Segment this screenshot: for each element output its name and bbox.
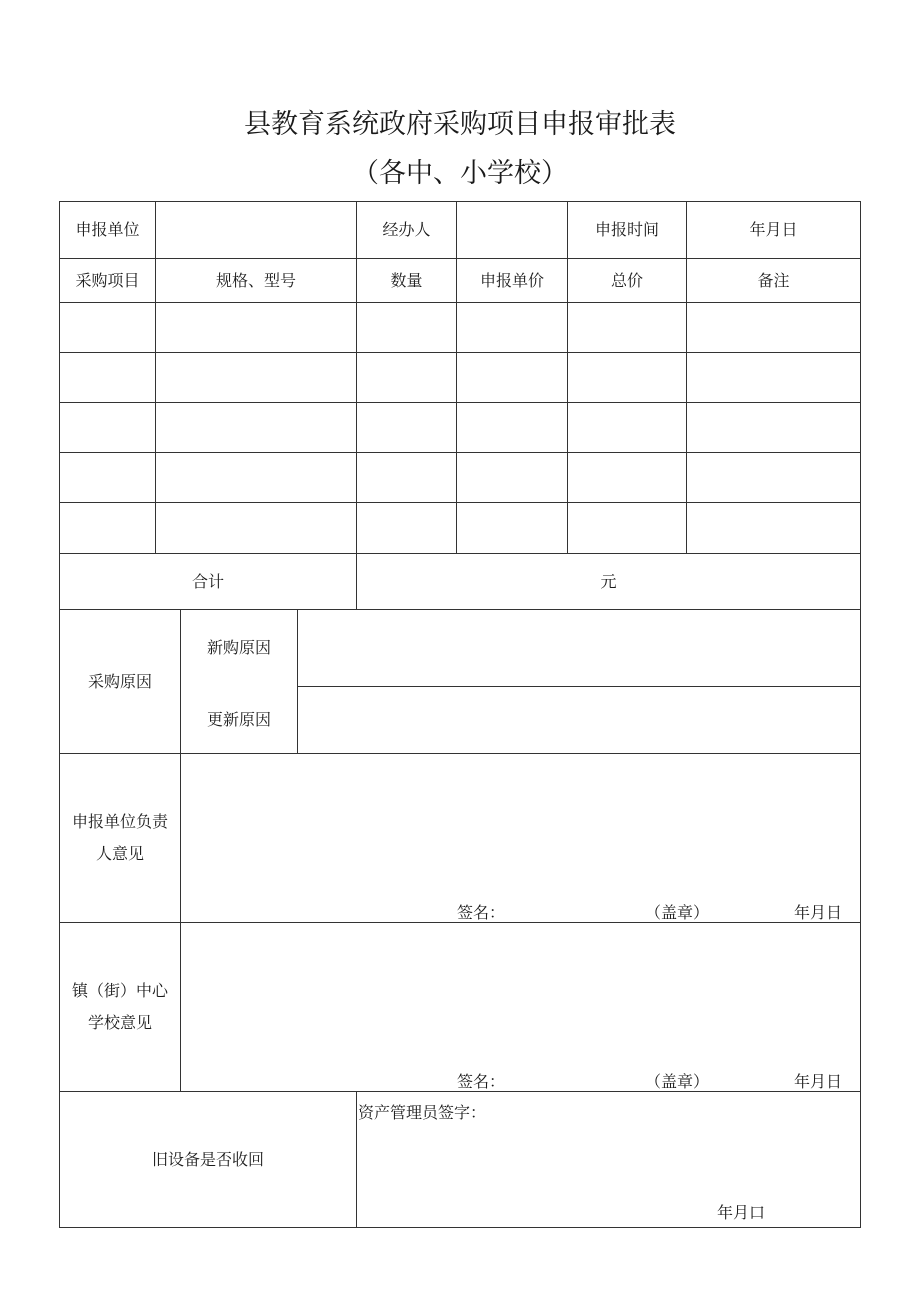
table-row-cell[interactable] xyxy=(60,503,155,553)
table-row-cell[interactable] xyxy=(357,453,456,502)
column-header-total-price: 总价 xyxy=(610,270,643,290)
table-row-cell[interactable] xyxy=(687,403,860,452)
table-row-cell[interactable] xyxy=(687,353,860,402)
old-equipment-label: 旧设备是否收回 xyxy=(151,1149,264,1169)
center-opinion-label-line2: 学校意见 xyxy=(87,1013,152,1032)
renew-reason-label: 更新原因 xyxy=(206,710,271,729)
table-row-cell[interactable] xyxy=(60,453,155,502)
table-row-cell[interactable] xyxy=(687,453,860,502)
table-row-cell[interactable] xyxy=(60,353,155,402)
admin-sign-label: 资产管理员签字： xyxy=(358,1103,487,1122)
unit-opinion-seal-label: （盖章） xyxy=(645,903,710,922)
renew-reason-input[interactable] xyxy=(298,687,860,753)
table-row-cell[interactable] xyxy=(156,303,356,352)
center-opinion-seal-label: （盖章） xyxy=(645,1072,710,1091)
unit-opinion-label xyxy=(60,754,180,922)
table-row-cell[interactable] xyxy=(156,403,356,452)
form-subtitle: （各中、小学校） xyxy=(352,158,568,189)
table-row-cell[interactable] xyxy=(60,403,155,452)
handler-input[interactable] xyxy=(457,202,567,258)
column-header-quantity: 数量 xyxy=(390,270,423,290)
table-row-cell[interactable] xyxy=(568,403,686,452)
table-border-bottom xyxy=(59,1227,861,1228)
table-row-cell[interactable] xyxy=(357,503,456,553)
table-row-cell[interactable] xyxy=(357,303,456,352)
table-row-cell[interactable] xyxy=(357,403,456,452)
new-reason-label: 新购原因 xyxy=(206,638,271,657)
table-row-cell[interactable] xyxy=(156,503,356,553)
center-opinion-label-line1: 镇（街）中心 xyxy=(71,981,168,1000)
table-row-cell[interactable] xyxy=(568,353,686,402)
old-equipment-date: 年月口 xyxy=(717,1203,766,1222)
new-reason-input[interactable] xyxy=(298,610,860,686)
center-opinion-sign-label: 签名： xyxy=(457,1072,506,1091)
table-row-cell[interactable] xyxy=(457,503,567,553)
column-header-item: 采购项目 xyxy=(75,270,140,290)
table-row-cell[interactable] xyxy=(687,303,860,352)
table-row-cell[interactable] xyxy=(457,453,567,502)
total-value[interactable]: 元 xyxy=(600,571,617,591)
unit-label: 申报单位 xyxy=(75,220,140,239)
form-title: 县教育系统政府采购项目申报审批表 xyxy=(244,109,676,140)
unit-input[interactable] xyxy=(156,202,356,258)
unit-opinion-label-line2: 人意见 xyxy=(95,844,144,863)
unit-opinion-input[interactable] xyxy=(181,754,860,894)
table-row-cell[interactable] xyxy=(457,403,567,452)
center-opinion-input[interactable] xyxy=(181,923,860,1063)
unit-opinion-label-line1: 申报单位负责 xyxy=(71,812,168,831)
handler-label: 经办人 xyxy=(382,220,431,239)
column-header-spec: 规格、型号 xyxy=(215,270,296,290)
date-label: 申报时间 xyxy=(594,220,659,239)
table-row-cell[interactable] xyxy=(156,353,356,402)
reason-label: 采购原因 xyxy=(87,671,152,691)
column-header-unit-price: 申报单价 xyxy=(479,270,544,290)
table-row-cell[interactable] xyxy=(568,303,686,352)
table-row-cell[interactable] xyxy=(687,503,860,553)
center-opinion-date: 年月日 xyxy=(794,1072,843,1091)
date-value[interactable]: 年月日 xyxy=(749,220,798,239)
table-row-cell[interactable] xyxy=(568,453,686,502)
table-row-cell[interactable] xyxy=(357,353,456,402)
admin-sign-input[interactable] xyxy=(357,1122,860,1198)
table-row-cell[interactable] xyxy=(60,303,155,352)
unit-opinion-date: 年月日 xyxy=(794,903,843,922)
unit-opinion-sign-label: 签名： xyxy=(457,903,506,922)
table-row-cell[interactable] xyxy=(156,453,356,502)
table-row-cell[interactable] xyxy=(457,353,567,402)
table-row-cell[interactable] xyxy=(457,303,567,352)
column-header-remarks: 备注 xyxy=(757,270,790,290)
table-row-cell[interactable] xyxy=(568,503,686,553)
center-opinion-label xyxy=(60,923,180,1091)
total-label: 合计 xyxy=(191,571,224,591)
table-border-right xyxy=(860,201,861,1228)
